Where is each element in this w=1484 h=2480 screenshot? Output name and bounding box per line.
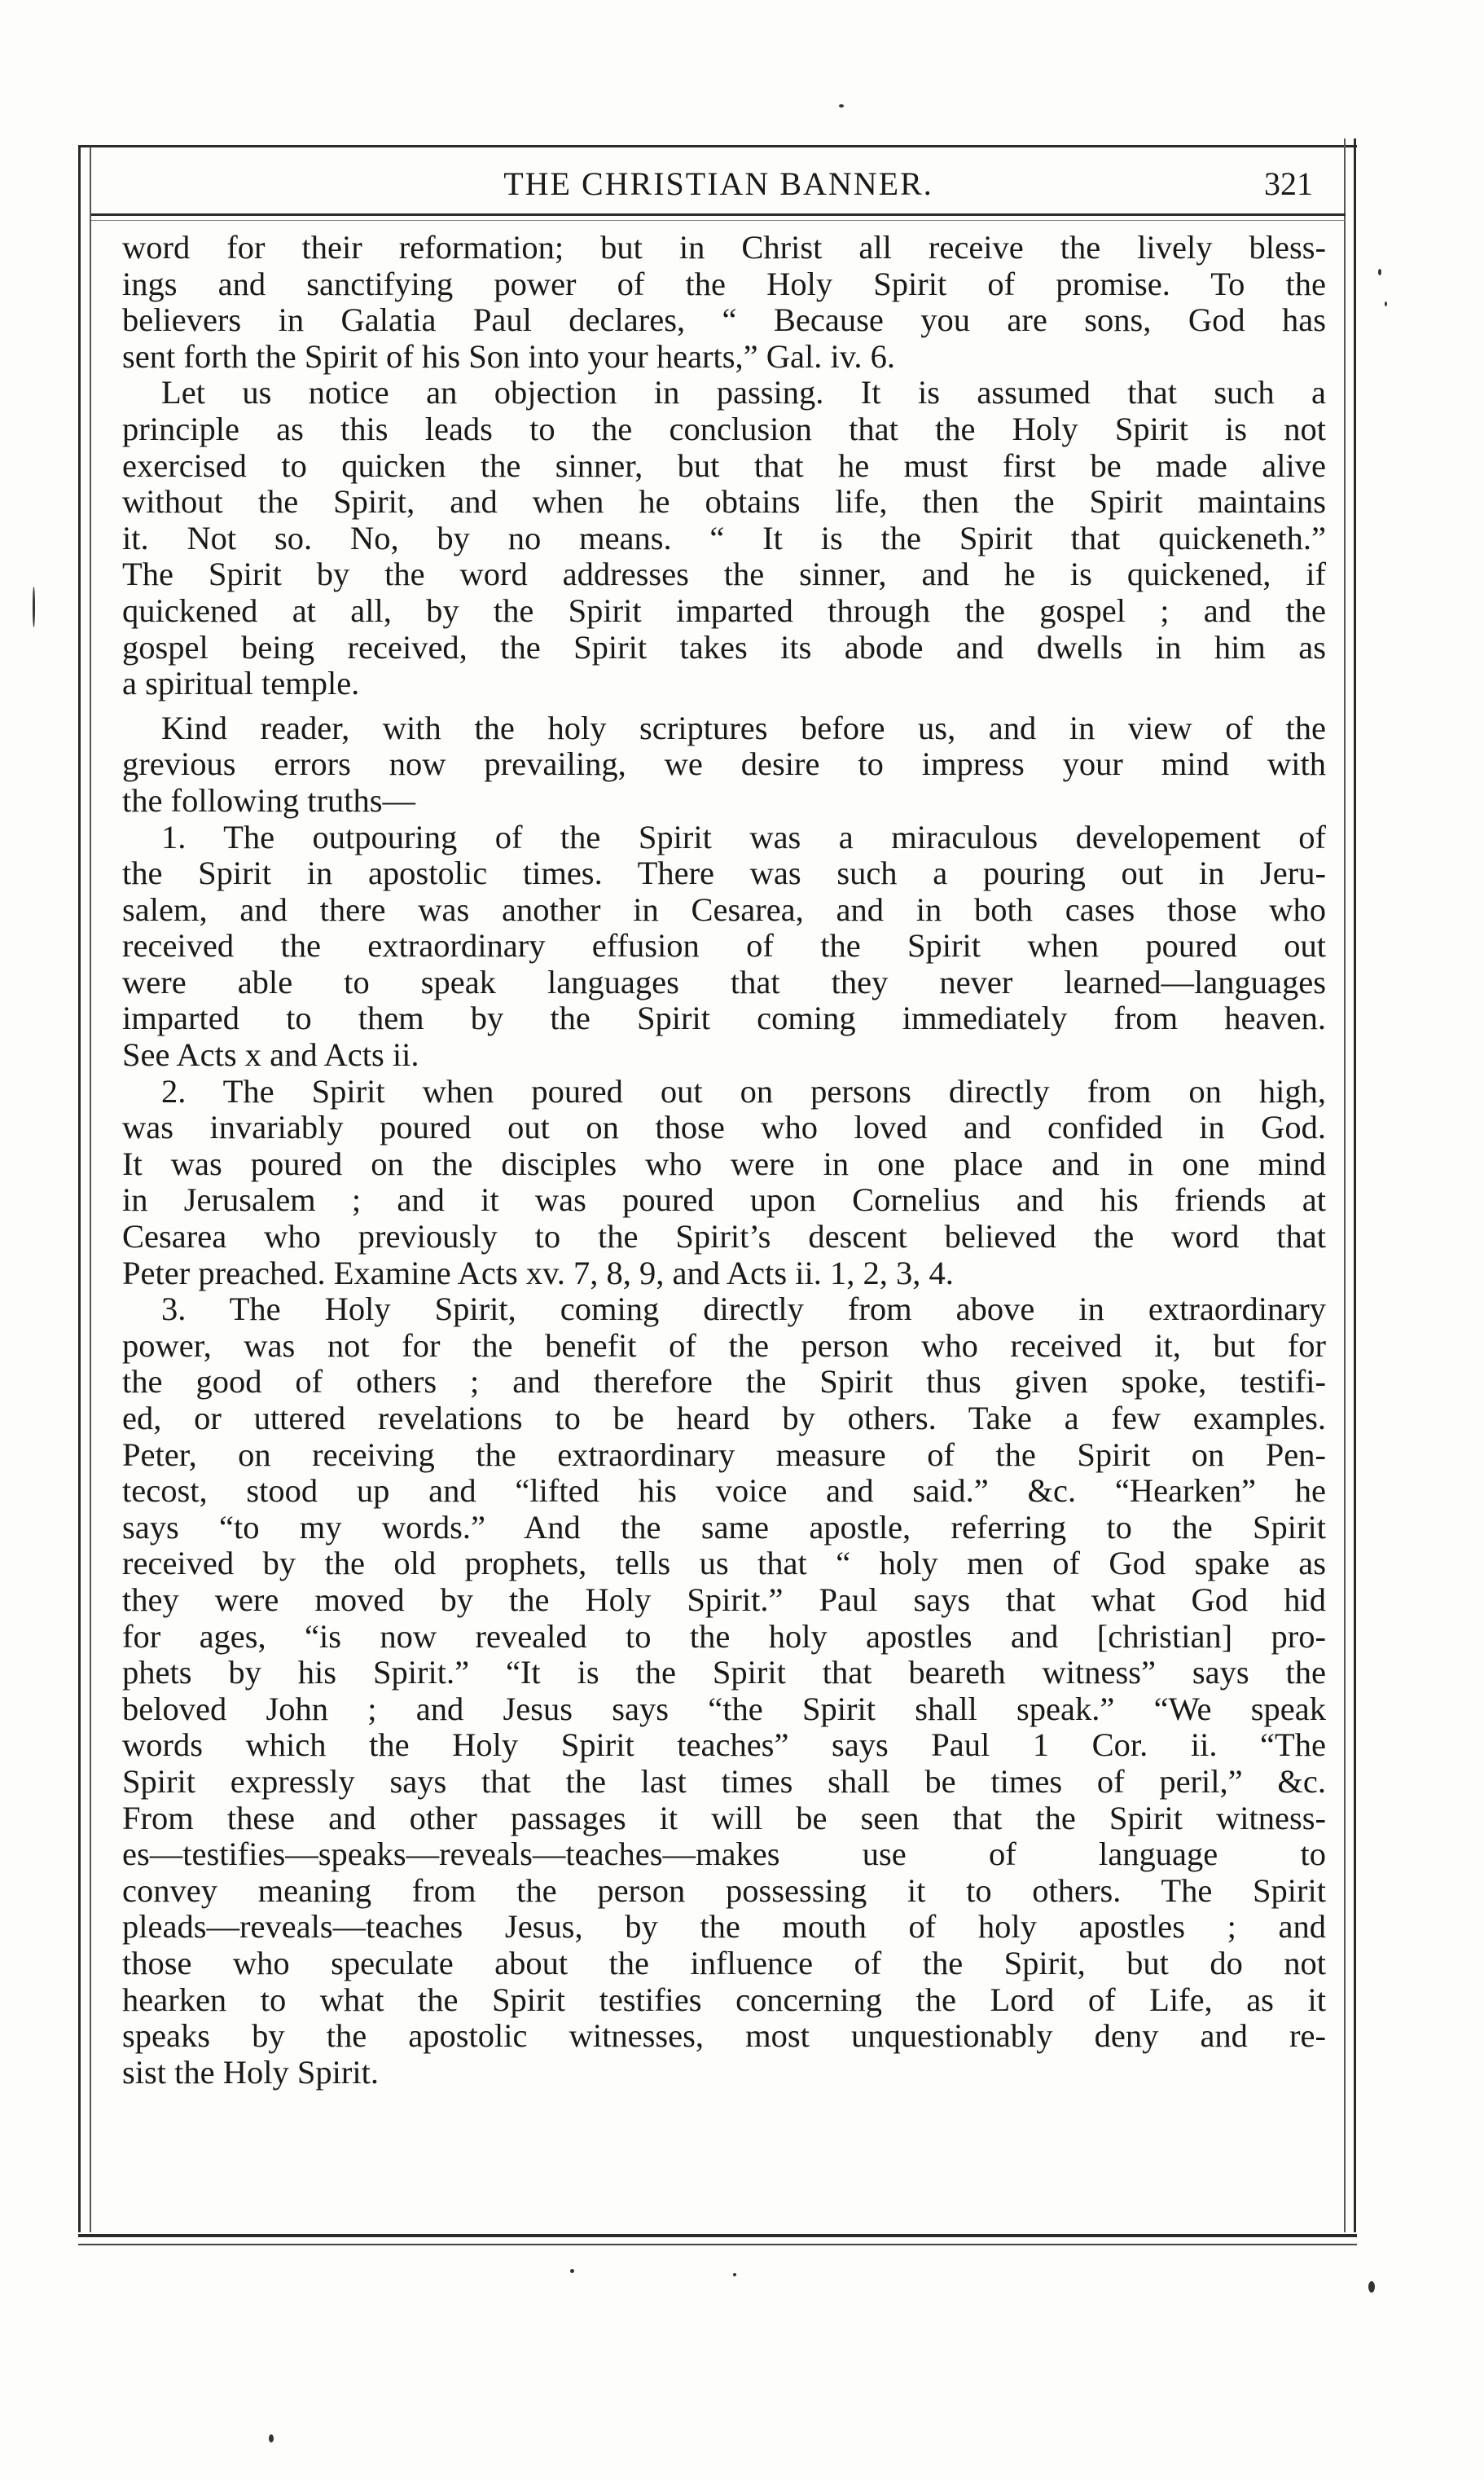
paragraph [122, 1291, 1326, 2091]
scan-speck [269, 2434, 274, 2443]
text-line: received the extraordinary effusion of the Spirit when poured out [122, 928, 1326, 965]
frame-left-inner-rule [90, 147, 91, 2232]
text-line: Spirit expressly says that the last times shall be times of peril,” &c. [122, 1763, 1326, 1800]
scan-speck [570, 2269, 574, 2273]
text-line: believers in Galatia Paul declares, “ Because you are sons, God has [122, 302, 1326, 339]
text-line: pleads—reveals—teaches Jesus, by the mouth of holy apostles ; and [122, 1909, 1326, 1946]
scan-speck [33, 587, 35, 627]
paragraph [122, 375, 1326, 701]
text-line: grevious errors now prevailing, we desire to impress your mind with [122, 746, 1326, 783]
scan-speck [1368, 2281, 1375, 2293]
text-line: was invariably poured out on those who loved and confided in God. [122, 1110, 1326, 1146]
header-rule [91, 213, 1346, 216]
text-line: sist the Holy Spirit. [122, 2054, 380, 2091]
text-line: phets by his Spirit.” “It is the Spirit that beareth witness” says the [122, 1655, 1326, 1691]
text-line: they were moved by the Holy Spirit.” Paul says that what God hid [122, 1581, 1326, 1618]
text-line: salem, and there was another in Cesarea, and in both cases those who [122, 891, 1326, 928]
paragraph [122, 1074, 1326, 1292]
text-line: the good of others ; and therefore the Spirit thus given spoke, testifi- [122, 1364, 1326, 1400]
text-line: were able to speak languages that they never learned—languages [122, 964, 1326, 1000]
bottom-rule-thin [78, 2244, 1357, 2245]
text-line: for ages, “is now revealed to the holy apostles and [christian] pro- [122, 1618, 1326, 1655]
text-line: Peter, on receiving the extraordinary measure of the Spirit on Pen- [122, 1436, 1326, 1473]
text-line: See Acts x and Acts ii. [122, 1037, 419, 1074]
text-line: Peter preached. Examine Acts xv. 7, 8, 9, and Acts ii. 1, 2, 3, 4. [122, 1255, 954, 1291]
text-line: ings and sanctifying power of the Holy Spirit of promise. To the [122, 266, 1326, 302]
text-line: received by the old prophets, tells us that “ holy men of God spake as [122, 1546, 1326, 1582]
paragraph [122, 820, 1326, 1074]
header-rule-thin [91, 220, 1346, 221]
text-line: Let us notice an objection in passing. It is assumed that such a [161, 375, 1326, 411]
text-line: principle as this leads to the conclusion that the Holy Spirit is not [122, 411, 1326, 447]
text-line: tecost, stood up and “lifted his voice and said.” &c. “Hearken” he [122, 1473, 1326, 1510]
paragraph [122, 230, 1326, 375]
text-line: without the Spirit, and when he obtains life, then the Spirit maintains [122, 484, 1326, 521]
text-line: words which the Holy Spirit teaches” says Paul 1 Cor. ii. “The [122, 1727, 1326, 1764]
text-line: Kind reader, with the holy scriptures before us, and in view of the [161, 710, 1326, 746]
page-header [91, 160, 1346, 209]
text-line: power, was not for the benefit of the person who received it, but for [122, 1327, 1326, 1364]
text-line: Cesarea who previously to the Spirit’s descent believed the word that [122, 1219, 1326, 1255]
bottom-rule [78, 2234, 1357, 2237]
text-line: 3. The Holy Spirit, coming directly from above in extraordinary [161, 1291, 1326, 1328]
text-line: in Jerusalem ; and it was poured upon Cornelius and his friends at [122, 1182, 1326, 1219]
running-title: THE CHRISTIAN BANNER. [503, 165, 933, 202]
text-line: sent forth the Spirit of his Son into your hearts,” Gal. iv. 6. [122, 338, 896, 375]
frame-left-outer-rule [78, 147, 81, 2232]
scan-speck [1385, 301, 1387, 306]
text-line: the Spirit in apostolic times. There was such a pouring out in Jeru- [122, 855, 1326, 892]
text-line: 1. The outpouring of the Spirit was a miraculous developement of [161, 819, 1326, 855]
text-line: From these and other passages it will be seen that the Spirit witness- [122, 1800, 1326, 1836]
scan-speck [1378, 269, 1381, 275]
text-line: convey meaning from the person possessing it to others. The Spirit [122, 1872, 1326, 1909]
body-text [122, 230, 1326, 2091]
paragraph [122, 710, 1326, 820]
text-line: gospel being received, the Spirit takes its abode and dwells in him as [122, 629, 1326, 666]
frame-right-outer-rule [1354, 139, 1356, 2232]
text-line: beloved John ; and Jesus says “the Spirit shall speak.” “We speak [122, 1691, 1326, 1727]
text-line: es—testifies—speaks—reveals—teaches—makes use of language to [122, 1836, 1326, 1873]
text-line: It was poured on the disciples who were in one place and in one mind [122, 1145, 1326, 1182]
frame-top-rule [78, 145, 1357, 147]
text-line: says “to my words.” And the same apostle, referring to the Spirit [122, 1509, 1326, 1546]
text-line: ed, or uttered revelations to be heard by others. Take a few examples. [122, 1400, 1326, 1436]
text-line: it. Not so. No, by no means. “ It is the Spirit that quickeneth.” [122, 520, 1326, 556]
text-line: exercised to quicken the sinner, but that he must first be made alive [122, 447, 1326, 484]
frame-right-inner-rule [1344, 139, 1346, 2232]
text-line: speaks by the apostolic witnesses, most unquestionably deny and re- [122, 2018, 1326, 2055]
text-line: the following truths— [122, 782, 415, 819]
text-line: The Spirit by the word addresses the sinner, and he is quickened, if [122, 556, 1326, 593]
text-line: a spiritual temple. [122, 666, 360, 702]
text-line: imparted to them by the Spirit coming immediately from heaven. [122, 1000, 1326, 1037]
text-line: those who speculate about the influence of the Spirit, but do not [122, 1945, 1326, 1981]
scan-speck [733, 2273, 736, 2276]
scan-speck [839, 104, 844, 108]
text-line: hearken to what the Spirit testifies concerning the Lord of Life, as it [122, 1981, 1326, 2018]
text-line: quickened at all, by the Spirit imparted through the gospel ; and the [122, 592, 1326, 629]
text-line: word for their reformation; but in Christ all receive the lively bless- [122, 230, 1326, 266]
text-line: 2. The Spirit when poured out on persons directly from on high, [161, 1073, 1326, 1110]
page-number: 321 [1264, 165, 1313, 202]
